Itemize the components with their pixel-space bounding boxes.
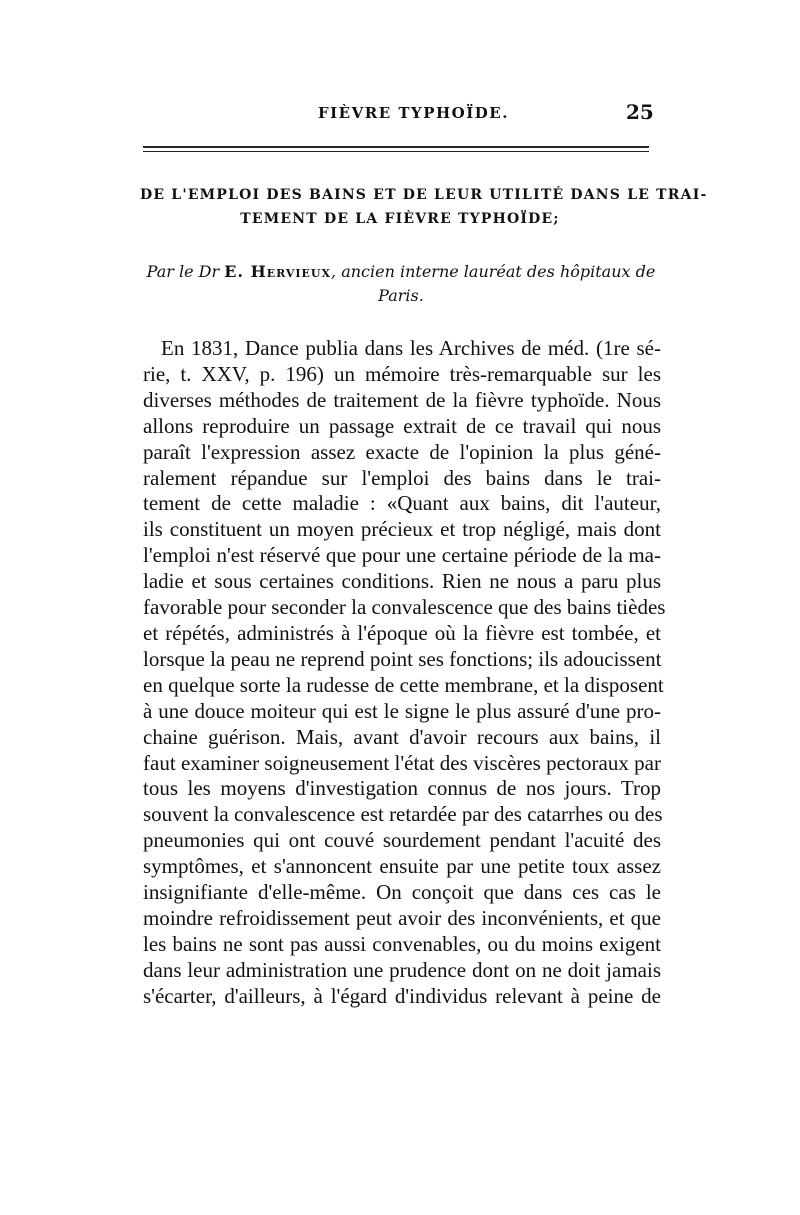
- body-line: En 1831, Dance publia dans les Archives de méd. (1re sé-: [161, 336, 661, 360]
- body-line: l'emploi n'est réservé que pour une certaine période de la ma-: [143, 543, 661, 568]
- running-title: FIÈVRE TYPHOÏDE.: [318, 104, 509, 122]
- body-line: symptômes, et s'annoncent ensuite par une petite toux assez: [143, 854, 661, 879]
- body-line: favorable pour seconder la convalescence que des bains tièdes: [143, 595, 666, 620]
- author-name: E. Hervieux: [224, 262, 332, 281]
- body-text: [143, 336, 666, 1010]
- body-line: les bains ne sont pas aussi convenables, ou du moins exigent: [143, 931, 661, 956]
- running-head: [0, 100, 800, 128]
- body-line: s'écarter, d'ailleurs, à l'égard d'individus relevant à peine de: [143, 983, 661, 1008]
- body-line: en quelque sorte la rudesse de cette membrane, et la disposent: [143, 672, 664, 697]
- byline-line: Paris.: [378, 286, 424, 305]
- body-line: lorsque la peau ne reprend point ses fonctions; ils adoucissent: [143, 646, 662, 671]
- page-number: 25: [626, 100, 654, 124]
- byline-line: [136, 260, 666, 284]
- body-line: tous les moyens d'investigation connus de nos jours. Trop: [143, 776, 661, 801]
- header-rule-thin: [143, 151, 649, 152]
- body-line: allons reproduire un passage extrait de ce travail qui nous: [143, 413, 661, 438]
- body-line: moindre refroidissement peut avoir des inconvénients, et que: [143, 905, 661, 930]
- header-rule: [143, 146, 649, 148]
- body-line: insignifiante d'elle-même. On conçoit que dans ces cas le: [143, 880, 661, 905]
- body-line: dans leur administration une prudence dont on ne doit jamais: [143, 957, 661, 982]
- body-line: rie, t. XXV, p. 196) un mémoire très-remarquable sur les: [143, 361, 661, 386]
- body-line: paraît l'expression assez exacte de l'opinion la plus géné-: [143, 439, 661, 464]
- body-line: ils constituent un moyen précieux et trop négligé, mais dont: [143, 517, 661, 542]
- body-line: ralement répandue sur l'emploi des bains dans le trai-: [143, 465, 661, 490]
- article-title: [140, 183, 708, 231]
- body-line: diverses méthodes de traitement de la fièvre typhoïde. Nous: [143, 387, 661, 412]
- body-line: pneumonies qui ont couvé sourdement pendant l'acuité des: [143, 828, 661, 853]
- body-line: tement de cette maladie : «Quant aux bains, dit l'auteur,: [143, 491, 661, 516]
- body-line: faut examiner soigneusement l'état des viscères pectoraux par: [143, 750, 661, 775]
- article-title-line: DE L'EMPLOI DES BAINS ET DE LEUR UTILITÉ DANS LE TRAI-: [140, 187, 708, 203]
- body-line: chaine guérison. Mais, avant d'avoir recours aux bains, il: [143, 724, 661, 749]
- body-line: souvent la convalescence est retardée par des catarrhes ou des: [143, 802, 663, 827]
- article-title-line: TEMENT DE LA FIÈVRE TYPHOÏDE;: [240, 211, 560, 227]
- byline-prefix: Par le Dr: [146, 262, 220, 281]
- body-line: et répétés, administrés à l'époque où la fièvre est tombée, et: [143, 620, 661, 645]
- byline-suffix: , ancien interne lauréat des hôpitaux de: [331, 262, 656, 281]
- body-line: ladie et sous certaines conditions. Rien ne nous a paru plus: [143, 569, 661, 594]
- byline: [136, 260, 666, 308]
- body-line: à une douce moiteur qui est le signe le plus assuré d'une pro-: [143, 698, 661, 723]
